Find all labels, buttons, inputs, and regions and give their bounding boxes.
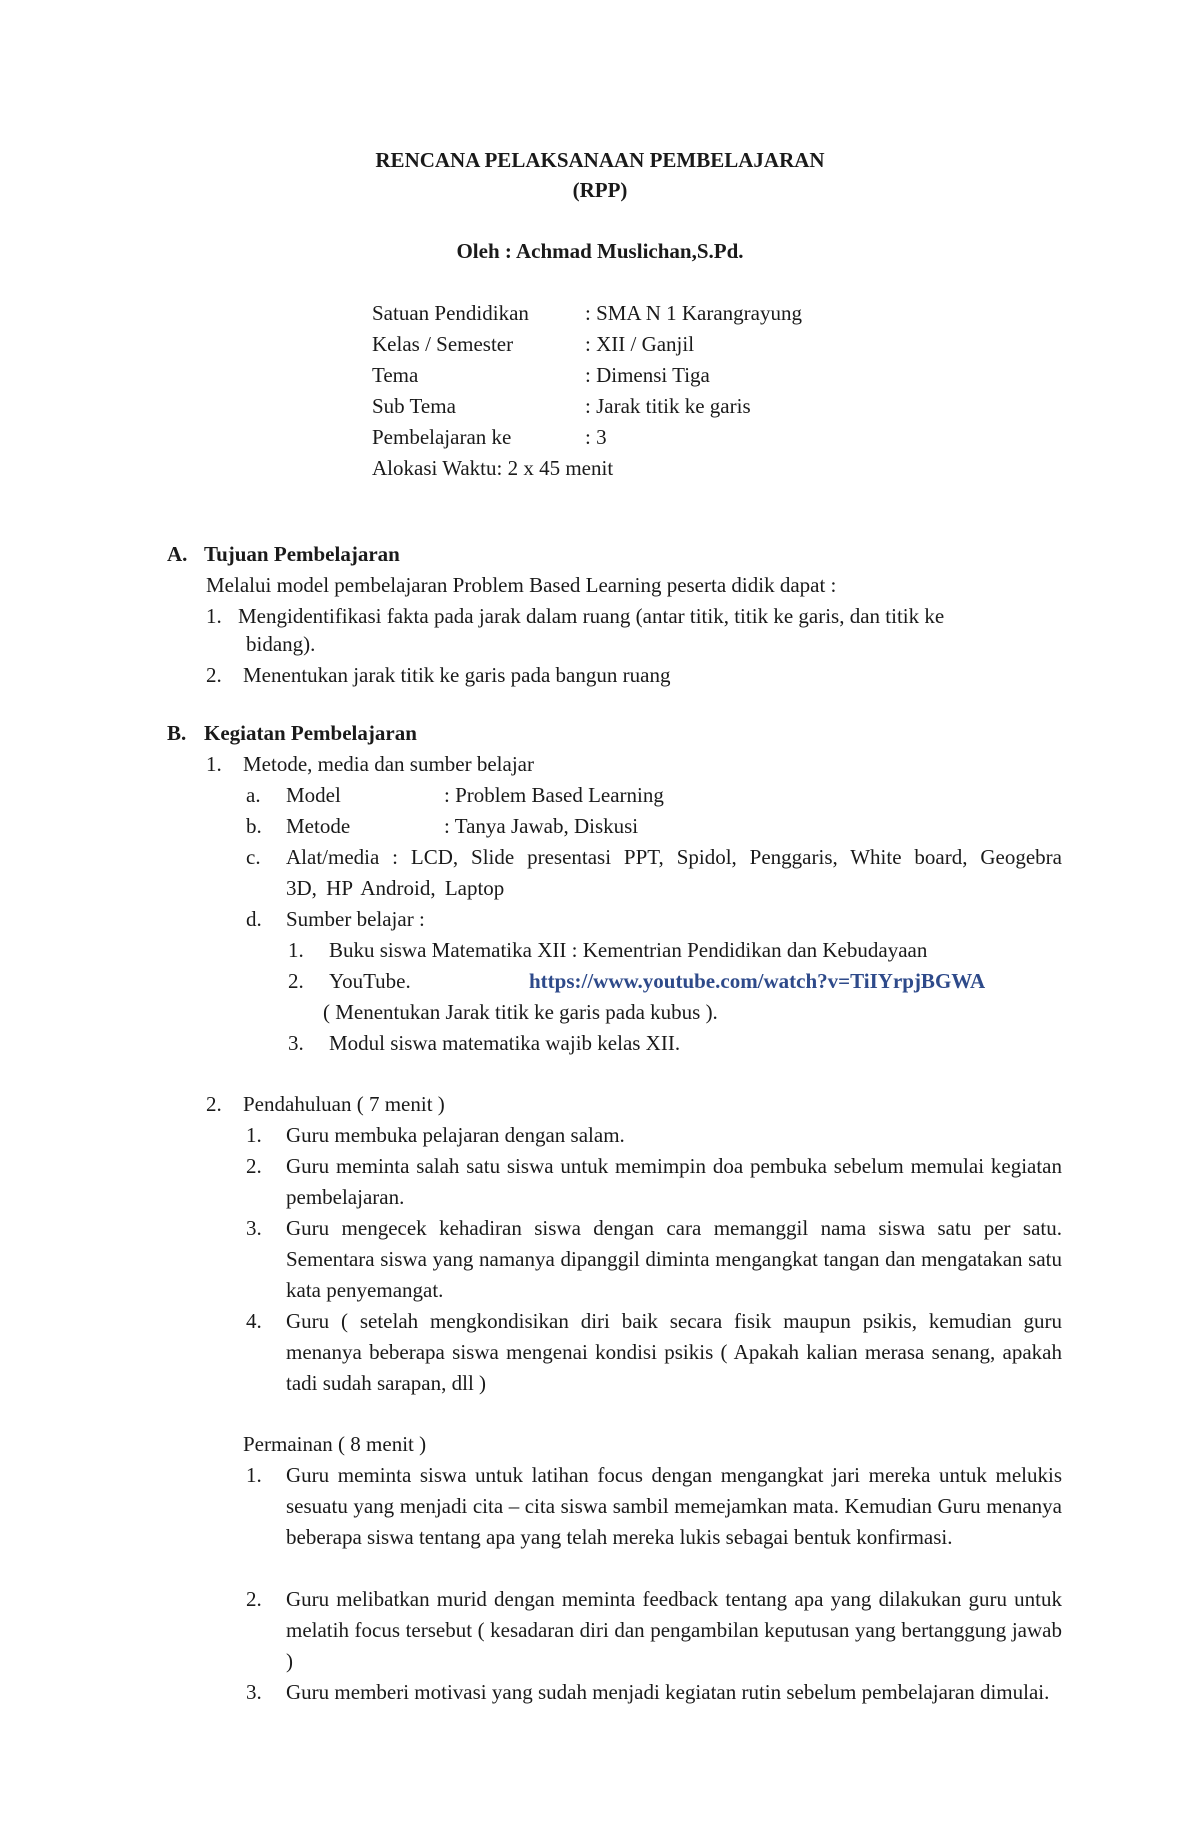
- method-label: Model: [286, 783, 341, 807]
- identity-row: [372, 329, 932, 360]
- identity-label: Sub Tema: [372, 394, 456, 418]
- section-b-marker: B.: [167, 721, 187, 745]
- time-allocation: Alokasi Waktu: 2 x 45 menit: [372, 456, 614, 480]
- identity-label: Tema: [372, 363, 419, 387]
- list-number: 2.: [246, 1587, 262, 1611]
- sources-label: Sumber belajar :: [286, 907, 425, 931]
- media-list: Alat/media : LCD, Slide presentasi PPT, Spidol, Penggaris, White board, Geogebra 3D, HP Android, Laptop: [286, 845, 1062, 900]
- step-text: Guru ( setelah mengkondisikan diri baik secara fisik maupun psikis, kemudian guru menanya beberapa siswa mengenai kondisi psikis ( Apakah kalian merasa senang, apakah tadi sudah sarapan, dll ): [286, 1309, 1062, 1395]
- document-subtitle: (RPP): [572, 178, 628, 202]
- identity-value: : SMA N 1 Karangrayung: [585, 301, 802, 325]
- list-number: 3.: [288, 1031, 304, 1055]
- method-value: : Tanya Jawab, Diskusi: [444, 814, 639, 838]
- list-number: 1.: [288, 938, 304, 962]
- list-number: 2.: [288, 969, 304, 993]
- list-item-text: Mengidentifikasi fakta pada jarak dalam ruang (antar titik, titik ke garis, dan titik ke: [238, 604, 945, 628]
- list-number: 2.: [246, 1154, 262, 1178]
- list-number: 2.: [206, 1092, 222, 1116]
- section-a-heading: Tujuan Pembelajaran: [204, 542, 400, 566]
- list-number: 1.: [246, 1463, 262, 1487]
- game-step-text: Guru memberi motivasi yang sudah menjadi kegiatan rutin sebelum pembelajaran dimulai.: [286, 1680, 1050, 1704]
- source-note: ( Menentukan Jarak titik ke garis pada kubus ).: [323, 1000, 718, 1024]
- identity-row: [372, 422, 932, 453]
- step-text: Guru mengecek kehadiran siswa dengan cara memanggil nama siswa satu per satu. Sementara siswa yang namanya dipanggil diminta mengangkat tangan dan mengatakan satu kata penyemangat.: [286, 1216, 1062, 1302]
- identity-row: [372, 391, 932, 422]
- list-letter: c.: [246, 845, 261, 869]
- list-number: 3.: [246, 1216, 262, 1240]
- identity-label: Pembelajaran ke: [372, 425, 512, 449]
- identity-value: : Dimensi Tiga: [585, 363, 710, 387]
- source-text: YouTube.: [329, 969, 411, 993]
- step-text: Guru membuka pelajaran dengan salam.: [286, 1123, 625, 1147]
- game-title: Permainan ( 8 menit ): [243, 1432, 427, 1456]
- list-number: 3.: [246, 1680, 262, 1704]
- step-text: Guru meminta salah satu siswa untuk memimpin doa pembuka sebelum memulai kegiatan pembelajaran.: [286, 1154, 1062, 1209]
- list-number: 1.: [206, 752, 222, 776]
- youtube-link[interactable]: https://www.youtube.com/watch?v=TiIYrpjBGWA: [529, 969, 986, 993]
- list-item-title: Metode, media dan sumber belajar: [243, 752, 534, 776]
- source-text: Modul siswa matematika wajib kelas XII.: [329, 1031, 681, 1055]
- game-step-text: Guru meminta siswa untuk latihan focus dengan mengangkat jari mereka untuk melukis sesuatu yang menjadi cita – cita siswa sambil memejamkan mata. Kemudian Guru menanya beberapa siswa tentang apa yang telah mereka lukis sebagai bentuk konfirmasi.: [286, 1463, 1062, 1549]
- identity-value: : Jarak titik ke garis: [585, 394, 751, 418]
- list-number: 2.: [206, 663, 222, 687]
- document-author: Oleh : Achmad Muslichan,S.Pd.: [456, 239, 744, 263]
- identity-label: Satuan Pendidikan: [372, 301, 529, 325]
- list-number: 4.: [246, 1309, 262, 1333]
- list-letter: b.: [246, 814, 262, 838]
- source-text: Buku siswa Matematika XII : Kementrian Pendidikan dan Kebudayaan: [329, 938, 928, 962]
- section-b-heading: Kegiatan Pembelajaran: [204, 721, 417, 745]
- game-step-text: Guru melibatkan murid dengan meminta feedback tentang apa yang dilakukan guru untuk melatih focus tersebut ( kesadaran diri dan pengambilan keputusan yang bertanggung jawab ): [286, 1587, 1062, 1673]
- list-number: 1.: [246, 1123, 262, 1147]
- identity-label: Kelas / Semester: [372, 332, 514, 356]
- document-title: RENCANA PELAKSANAAN PEMBELAJARAN: [375, 148, 825, 172]
- method-label: Metode: [286, 814, 351, 838]
- identity-value: : XII / Ganjil: [585, 332, 695, 356]
- section-a-intro: Melalui model pembelajaran Problem Based Learning peserta didik dapat :: [206, 573, 837, 597]
- identity-value: : 3: [585, 425, 607, 449]
- section-a-marker: A.: [167, 542, 188, 566]
- list-letter: a.: [246, 783, 261, 807]
- list-item-text: Menentukan jarak titik ke garis pada bangun ruang: [243, 663, 671, 687]
- list-item-title: Pendahuluan ( 7 menit ): [243, 1092, 445, 1116]
- list-number: 1.: [206, 604, 222, 628]
- identity-row: [372, 360, 932, 391]
- list-letter: d.: [246, 907, 262, 931]
- list-item-text: bidang).: [246, 632, 316, 656]
- method-value: : Problem Based Learning: [444, 783, 664, 807]
- identity-row: [372, 298, 932, 329]
